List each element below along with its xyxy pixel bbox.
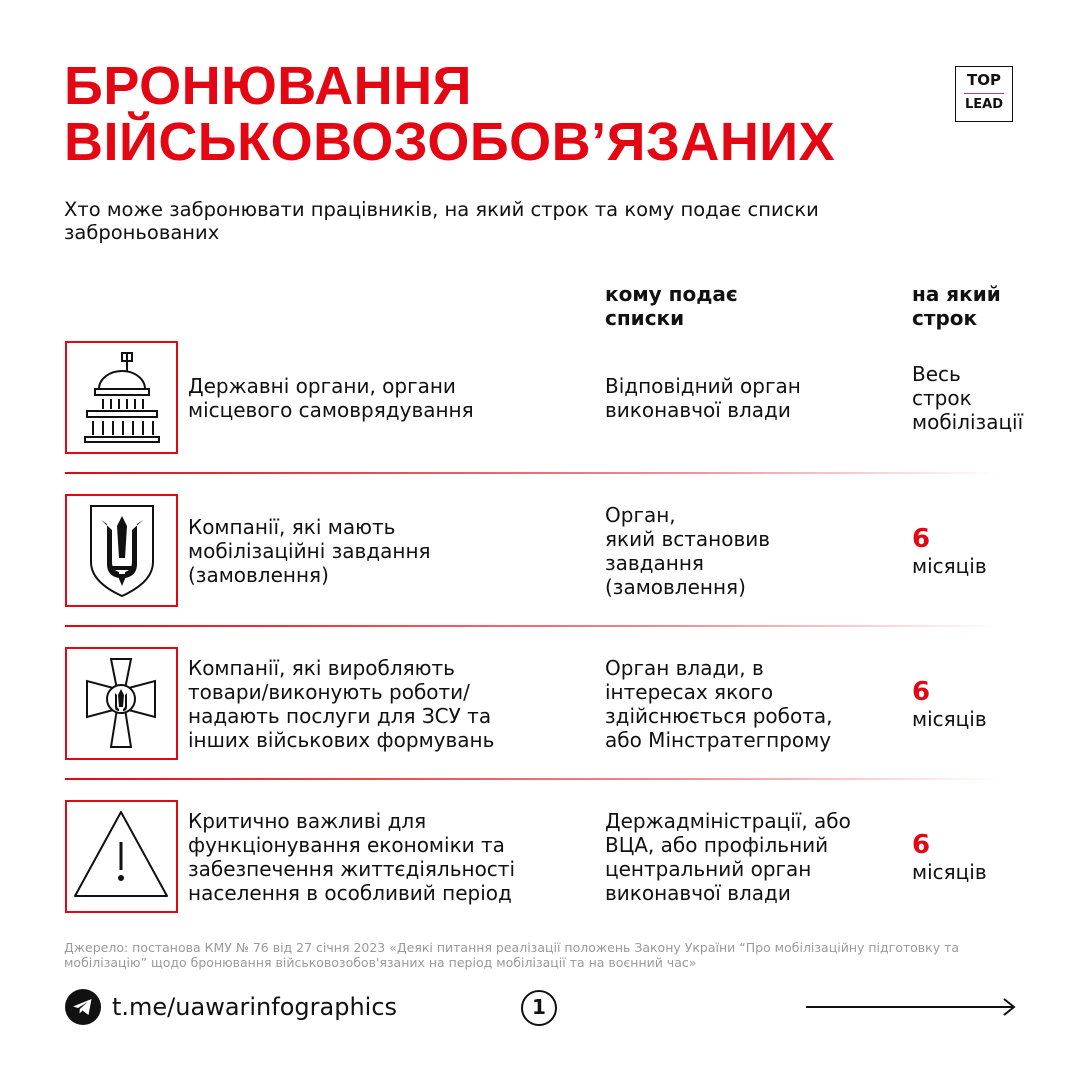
icon-box <box>65 341 178 454</box>
term-number: 6 <box>912 676 931 707</box>
header-to-whom <box>605 282 805 330</box>
row-to-whom-line: завдання <box>605 550 704 575</box>
row-to-whom-line: Держадміністрації, або <box>605 808 851 833</box>
row-term <box>912 800 1080 913</box>
row-who <box>188 341 588 454</box>
government-building-icon <box>67 343 176 452</box>
row-to-whom <box>605 341 895 454</box>
subtitle: Хто може забронювати працівників, на який строк та кому подає списки заброньованих <box>64 198 819 244</box>
logo-divider <box>964 93 1004 94</box>
row-term-line: мобілізації <box>912 409 1024 434</box>
row-who-line: функціонування економіки та <box>188 832 505 857</box>
row-term-line: строк <box>912 385 972 410</box>
row-to-whom <box>605 494 895 607</box>
telegram-channel-link[interactable]: t.me/uawarinfographics <box>112 993 398 1021</box>
row-who-line: мобілізаційні завдання <box>188 538 431 563</box>
term-number: 6 <box>912 829 931 860</box>
page-title <box>64 58 835 170</box>
row-who-line: інших військових формувань <box>188 727 495 752</box>
row-term <box>912 341 1080 454</box>
row-divider <box>65 778 1000 780</box>
term-unit: місяців <box>912 553 987 578</box>
icon-box <box>65 647 178 760</box>
row-who-line: забезпечення життєдіяльності <box>188 856 516 881</box>
row-who-line: Компанії, які мають <box>188 514 396 539</box>
row-to-whom-line: центральний орган <box>605 856 812 881</box>
warning-triangle-icon <box>67 802 176 911</box>
term-unit: місяців <box>912 859 987 884</box>
row-who-line: надають послуги для ЗСУ та <box>188 703 492 728</box>
logo-top-text: TOP <box>967 71 1001 89</box>
page-number-badge: 1 <box>521 990 557 1026</box>
icon-box <box>65 800 178 913</box>
row-who-line: населення в особливий період <box>188 880 512 905</box>
arrow-right-icon[interactable] <box>806 997 1018 1017</box>
title-line-2: ВІЙСЬКОВОЗОБОВ’ЯЗАНИХ <box>64 112 836 172</box>
table-row-government <box>0 341 1080 457</box>
term-unit: місяців <box>912 706 987 731</box>
table-row-mobilization-tasks <box>0 494 1080 610</box>
term-number: 6 <box>912 523 931 554</box>
top-lead-logo <box>955 66 1013 122</box>
military-cross-icon <box>67 649 176 758</box>
header-to-whom-line: кому подає <box>605 282 738 306</box>
row-to-whom-line: Відповідний орган <box>605 373 801 398</box>
row-to-whom-line: (замовлення) <box>605 574 746 599</box>
source-note: Джерело: постанова КМУ № 76 від 27 січня 2023 «Деякі питання реалізації положень Закону України “Про мобілізаційну підготовку та мобілізацію” щодо бронювання військовозобов'язаних на період мобілізації та на воєнний час» <box>64 940 960 970</box>
row-to-whom-line: який встановив <box>605 526 771 551</box>
row-who <box>188 647 588 760</box>
row-term <box>912 494 1080 607</box>
row-divider <box>65 472 1000 474</box>
row-to-whom-line: виконавчої влади <box>605 397 791 422</box>
header-to-whom-line: списки <box>605 306 685 330</box>
header-term-line: на який <box>912 282 1001 306</box>
row-divider <box>65 625 1000 627</box>
table-row-critical-enterprises <box>0 800 1080 916</box>
header-term-line: строк <box>912 306 978 330</box>
row-who-line: Державні органи, органи <box>188 373 456 398</box>
icon-box <box>65 494 178 607</box>
row-who-line: Компанії, які виробляють <box>188 655 455 680</box>
trident-coat-of-arms-icon <box>67 496 176 605</box>
row-to-whom-line: Орган влади, в <box>605 655 764 680</box>
row-term <box>912 647 1080 760</box>
row-to-whom <box>605 647 895 760</box>
header-term <box>912 282 1052 330</box>
title-line-1: БРОНЮВАННЯ <box>64 56 472 116</box>
row-to-whom-line: здійснюється робота, <box>605 703 833 728</box>
row-term-line: Весь <box>912 361 961 386</box>
row-to-whom-line: інтересах якого <box>605 679 774 704</box>
row-to-whom-line: ВЦА, або профільний <box>605 832 829 857</box>
row-who-line: товари/виконують роботи/ <box>188 679 470 704</box>
row-who-line: місцевого самоврядування <box>188 397 474 422</box>
row-who <box>188 494 588 607</box>
logo-bottom-text: LEAD <box>964 97 1004 112</box>
row-to-whom-line: Орган, <box>605 502 676 527</box>
row-to-whom-line: виконавчої влади <box>605 880 791 905</box>
table-row-armed-forces-suppliers <box>0 647 1080 763</box>
row-who <box>188 800 588 913</box>
row-who-line: Критично важливі для <box>188 808 427 833</box>
row-who-line: (замовлення) <box>188 562 329 587</box>
telegram-icon[interactable] <box>64 988 102 1026</box>
row-to-whom <box>605 800 895 913</box>
row-to-whom-line: або Мінстратегпрому <box>605 727 832 752</box>
